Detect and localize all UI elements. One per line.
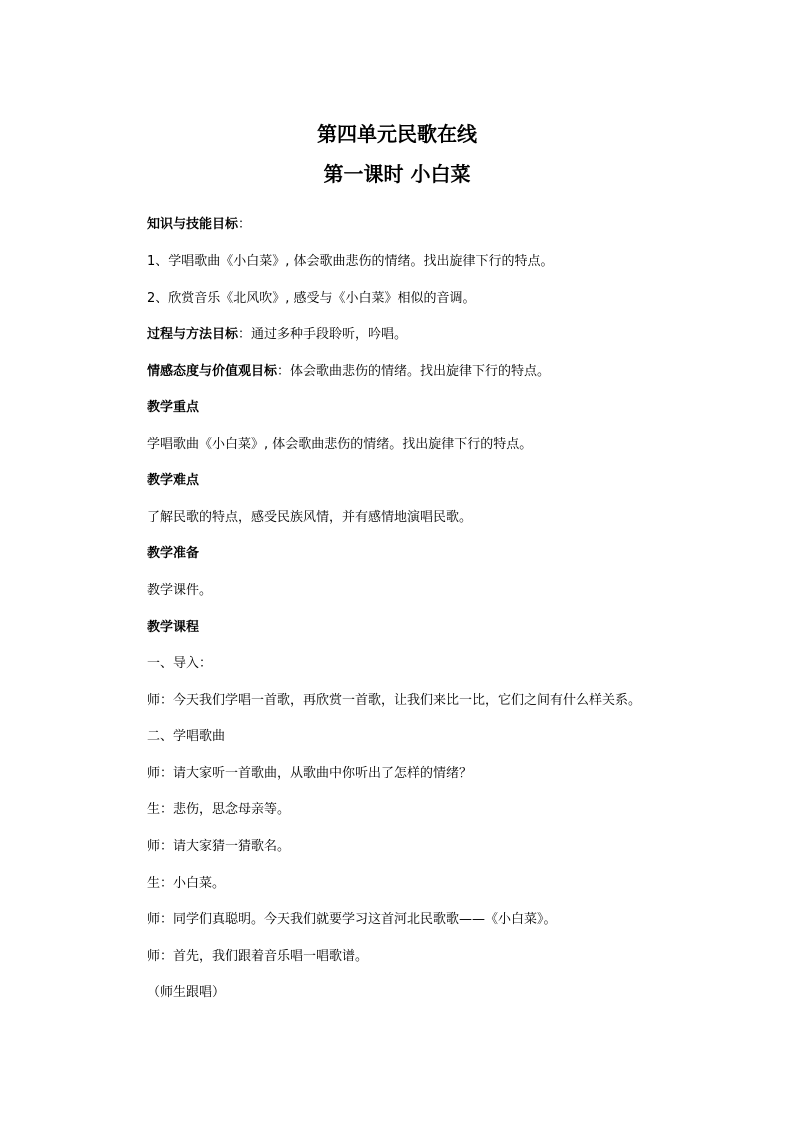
paragraph-text: 师：请大家猜一猜歌名。 [147, 839, 291, 854]
paragraph-text: 生：悲伤，思念母亲等。 [147, 802, 291, 817]
paragraph-text: 师：请大家听一首歌曲，从歌曲中你听出了怎样的情绪？ [147, 766, 473, 781]
paragraph [147, 654, 767, 674]
paragraph [147, 947, 767, 967]
paragraph-label: 知识与技能目标 [147, 217, 239, 232]
paragraph [147, 581, 767, 601]
paragraph-text: ：体会歌曲悲伤的情绪。找出旋律下行的特点。 [277, 364, 551, 379]
section-heading: 教学准备 [147, 546, 200, 561]
paragraph [147, 691, 767, 711]
paragraph-text: 师：同学们真聪明。今天我们就要学习这首河北民歌歌——《小白菜》。 [147, 912, 557, 927]
paragraph [147, 727, 767, 747]
paragraph [147, 983, 767, 1003]
paragraph [147, 837, 767, 857]
paragraph-text: 教学课件。 [147, 583, 213, 598]
paragraph-text: ：通过多种手段聆听，吟唱。 [238, 327, 408, 342]
paragraph-text: 生：小白菜。 [147, 876, 226, 891]
paragraph-label: 情感态度与价值观目标 [147, 364, 278, 379]
section-heading: 教学重点 [147, 400, 200, 415]
section-heading: 教学难点 [147, 473, 200, 488]
paragraph-text: 了解民歌的特点，感受民族风情，并有感情地演唱民歌。 [147, 510, 473, 525]
paragraph-label: 过程与方法目标 [147, 327, 239, 342]
paragraph-text: 师：首先，我们跟着音乐唱一唱歌谱。 [147, 949, 369, 964]
paragraph-text: ： [238, 217, 252, 232]
paragraph-text: 师：今天我们学唱一首歌，再欣赏一首歌，让我们来比一比，它们之间有什么样关系。 [147, 693, 642, 708]
paragraph [147, 215, 767, 235]
paragraph [147, 874, 767, 894]
paragraph-text: 1、学唱歌曲《小白菜》, 体会歌曲悲伤的情绪。找出旋律下行的特点。 [147, 254, 554, 269]
paragraph [147, 252, 767, 272]
paragraph [147, 362, 767, 382]
section-heading: 教学课程 [147, 620, 200, 635]
paragraph-text: （师生跟唱） [147, 985, 226, 1000]
paragraph [147, 800, 767, 820]
paragraph [147, 508, 767, 528]
paragraph [147, 435, 767, 455]
paragraph-text: 学唱歌曲《小白菜》, 体会歌曲悲伤的情绪。找出旋律下行的特点。 [147, 437, 533, 452]
paragraph [147, 764, 767, 784]
paragraph [147, 289, 767, 309]
paragraph-text: 一、导入： [147, 656, 213, 671]
paragraph-text: 二、学唱歌曲 [147, 729, 226, 744]
paragraph [147, 325, 767, 345]
document-title: 第四单元民歌在线 [317, 122, 477, 146]
paragraph [147, 910, 767, 930]
document-subtitle: 第一课时 小白菜 [323, 162, 471, 186]
paragraph-text: 2、欣赏音乐《北风吹》, 感受与《小白菜》相似的音调。 [147, 291, 476, 306]
